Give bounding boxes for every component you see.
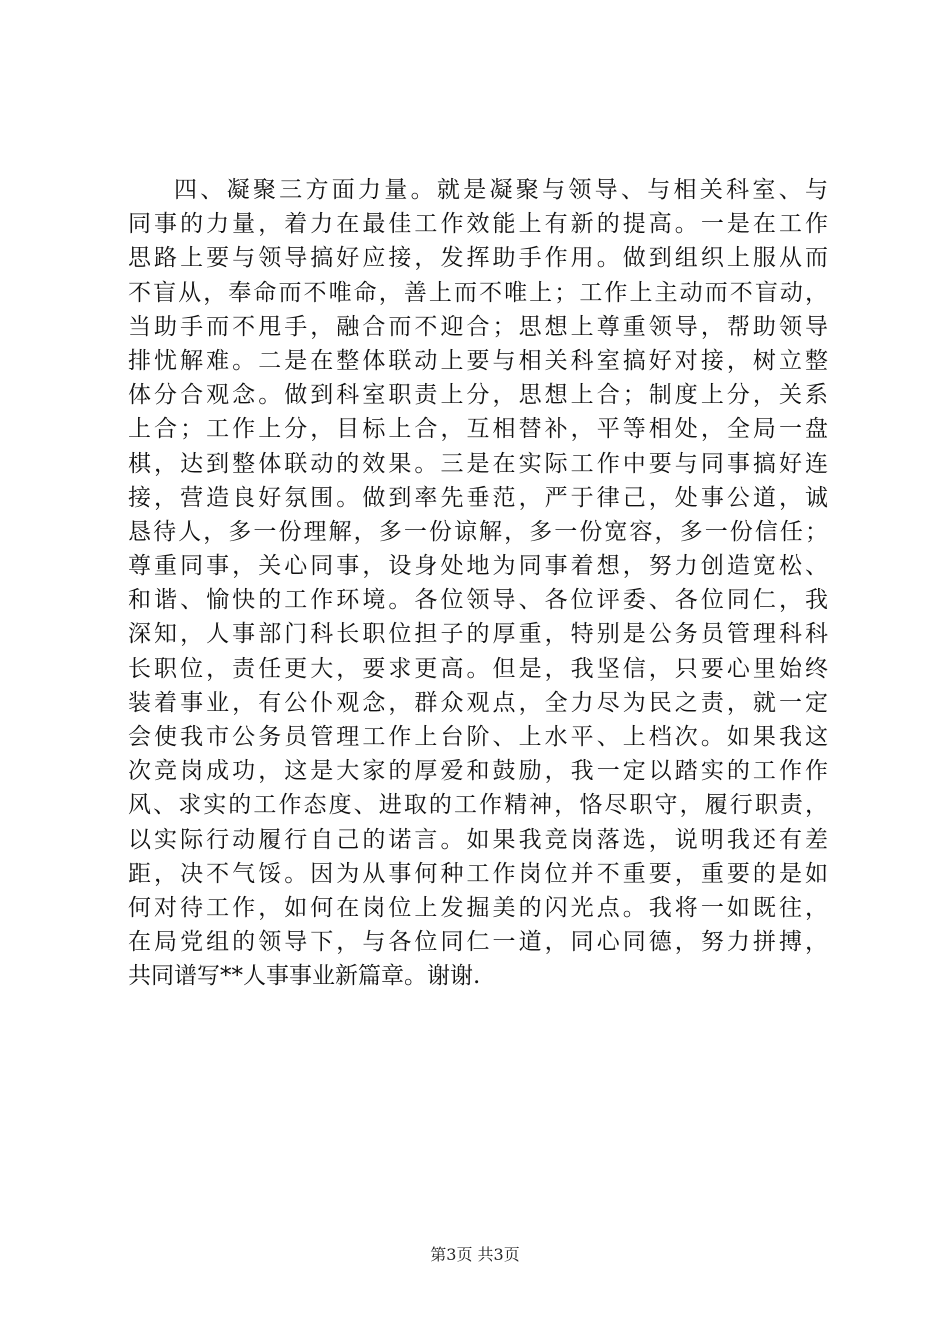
text-line: 不盲从，奉命而不唯命，善上而不唯上；工作上主动而不盲动， (128, 279, 828, 306)
text-line: 和谐、愉快的工作环境。各位领导、各位评委、各位同仁，我 (128, 587, 828, 614)
text-line: 接，营造良好氛围。做到率先垂范，严于律己，处事公道，诚 (128, 484, 828, 511)
text-line: 风、求实的工作态度、进取的工作精神，恪尽职守，履行职责， (128, 792, 828, 819)
text-line: 思路上要与领导搞好应接，发挥助手作用。做到组织上服从而 (128, 245, 828, 272)
text-line: 当助手而不甩手，融合而不迎合；思想上尊重领导，帮助领导 (128, 313, 828, 340)
body-paragraph (128, 173, 828, 994)
text-line: 共同谱写**人事事业新篇章。谢谢. (128, 963, 481, 990)
text-line: 同事的力量，着力在最佳工作效能上有新的提高。一是在工作 (128, 211, 828, 238)
text-line: 体分合观念。做到科室职责上分，思想上合；制度上分，关系 (128, 382, 828, 409)
text-line: 距，决不气馁。因为从事何种工作岗位并不重要，重要的是如 (128, 860, 828, 887)
text-line: 会使我市公务员管理工作上台阶、上水平、上档次。如果我这 (128, 724, 828, 750)
text-line: 长职位，责任更大，要求更高。但是，我坚信，只要心里始终 (128, 655, 828, 682)
text-line: 次竞岗成功，这是大家的厚爱和鼓励，我一定以踏实的工作作 (128, 758, 828, 785)
text-line: 四、凝聚三方面力量。就是凝聚与领导、与相关科室、与 (174, 177, 828, 203)
text-line: 何对待工作，如何在岗位上发掘美的闪光点。我将一如既往， (128, 894, 828, 921)
text-line: 以实际行动履行自己的诺言。如果我竞岗落选，说明我还有差 (128, 826, 828, 853)
page-footer (0, 1245, 950, 1265)
text-line: 在局党组的领导下，与各位同仁一道，同心同德，努力拼搏， (128, 929, 828, 956)
text-line: 尊重同事，关心同事，设身处地为同事着想，努力创造宽松、 (128, 553, 828, 580)
text-line: 装着事业，有公仆观念，群众观点，全力尽为民之责，就一定 (128, 689, 828, 716)
text-line: 深知，人事部门科长职位担子的厚重，特别是公务员管理科科 (128, 621, 828, 648)
text-line: 恳待人，多一份理解，多一份谅解，多一份宽容，多一份信任； (128, 518, 828, 545)
text-line: 排忧解难。二是在整体联动上要与相关科室搞好对接，树立整 (128, 347, 828, 374)
text-line: 棋，达到整体联动的效果。三是在实际工作中要与同事搞好连 (128, 450, 828, 477)
page-number-indicator: 第3页 共3页 (430, 1245, 520, 1264)
text-line: 上合；工作上分，目标上合，互相替补，平等相处，全局一盘 (128, 416, 828, 443)
